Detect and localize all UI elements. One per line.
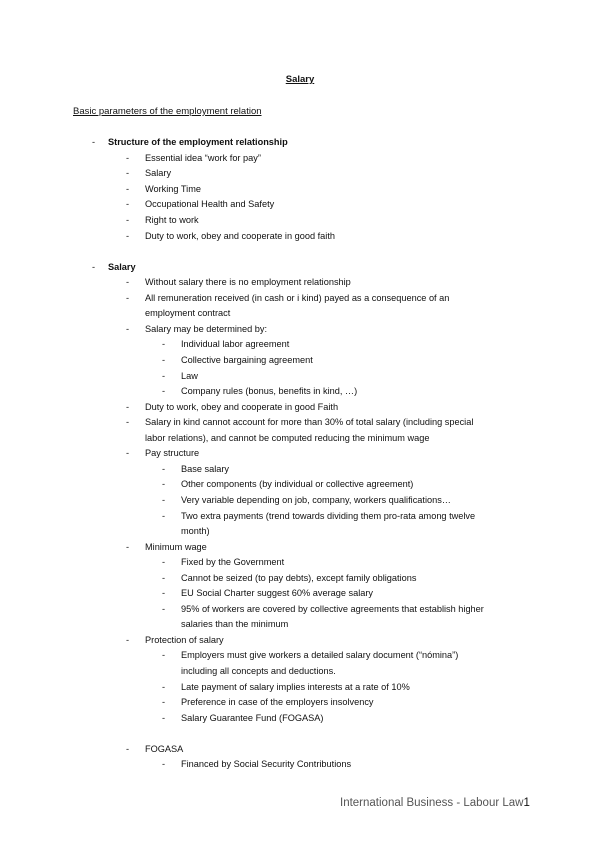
bullet-dash: - bbox=[126, 744, 130, 754]
sub-list-item: Law bbox=[181, 371, 198, 381]
bullet-dash: - bbox=[126, 635, 130, 645]
bullet-dash: - bbox=[126, 402, 130, 412]
bullet-dash: - bbox=[126, 199, 130, 209]
bullet-dash: - bbox=[162, 713, 166, 723]
list-item: Protection of salary bbox=[145, 635, 224, 645]
bullet-dash: - bbox=[162, 386, 166, 396]
bullet-dash: - bbox=[162, 495, 166, 505]
list-item: Right to work bbox=[145, 215, 199, 225]
list-item: Duty to work, obey and cooperate in good Faith bbox=[145, 402, 339, 412]
bullet-dash: - bbox=[126, 293, 130, 303]
sub-list-item: Two extra payments (trend towards dividing them pro-rata among twelve bbox=[181, 511, 476, 521]
bullet-dash: - bbox=[162, 339, 166, 349]
list-item-continuation: employment contract bbox=[145, 308, 231, 318]
bullet-dash: - bbox=[162, 355, 166, 365]
bullet-dash: - bbox=[162, 557, 166, 567]
list-item: Occupational Health and Safety bbox=[145, 199, 275, 209]
list-item: Salary bbox=[145, 168, 172, 178]
sub-list-item: Employers must give workers a detailed salary document (“nómina”) bbox=[181, 650, 459, 660]
list-item-continuation: labor relations), and cannot be computed reducing the minimum wage bbox=[145, 433, 430, 443]
sub-list-item: Salary Guarantee Fund (FOGASA) bbox=[181, 713, 324, 723]
sub-list-item: Collective bargaining agreement bbox=[181, 355, 313, 365]
list-item: Duty to work, obey and cooperate in good faith bbox=[145, 231, 335, 241]
sub-list-item-continuation: salaries than the minimum bbox=[181, 619, 289, 629]
bullet-dash: - bbox=[126, 231, 130, 241]
bullet-dash: - bbox=[92, 137, 96, 147]
bullet-dash: - bbox=[126, 168, 130, 178]
page-number: 1 bbox=[523, 797, 530, 809]
sub-list-item: Preference in case of the employers insolvency bbox=[181, 697, 374, 707]
bullet-dash: - bbox=[162, 650, 166, 660]
sub-list-item-continuation: including all concepts and deductions. bbox=[181, 666, 336, 676]
bullet-dash: - bbox=[126, 542, 130, 552]
sub-list-item: 95% of workers are covered by collective agreements that establish higher bbox=[181, 604, 484, 614]
sub-list-item-continuation: month) bbox=[181, 526, 210, 536]
bullet-dash: - bbox=[162, 588, 166, 598]
bullet-dash: - bbox=[162, 511, 166, 521]
bullet-dash: - bbox=[162, 697, 166, 707]
footer-text: International Business - Labour Law bbox=[340, 797, 524, 809]
bullet-dash: - bbox=[126, 417, 130, 427]
list-item: Essential idea “work for pay” bbox=[145, 153, 261, 163]
bullet-dash: - bbox=[126, 184, 130, 194]
bullet-dash: - bbox=[162, 371, 166, 381]
page-title: Salary bbox=[285, 74, 315, 85]
list-item: Working Time bbox=[145, 184, 201, 194]
list-item: Without salary there is no employment relationship bbox=[145, 277, 351, 287]
bullet-dash: - bbox=[162, 573, 166, 583]
sub-list-item: Late payment of salary implies interests at a rate of 10% bbox=[181, 682, 410, 692]
page-subtitle: Basic parameters of the employment relation bbox=[73, 106, 262, 117]
bullet-dash: - bbox=[92, 262, 96, 272]
sub-list-item: EU Social Charter suggest 60% average salary bbox=[181, 588, 374, 598]
sub-list-item: Other components (by individual or collective agreement) bbox=[181, 479, 414, 489]
bullet-dash: - bbox=[126, 215, 130, 225]
bullet-dash: - bbox=[162, 759, 166, 769]
section-heading: Salary bbox=[108, 262, 136, 272]
list-item: Minimum wage bbox=[145, 542, 207, 552]
sub-list-item: Cannot be seized (to pay debts), except family obligations bbox=[181, 573, 417, 583]
sub-list-item: Financed by Social Security Contributions bbox=[181, 759, 352, 769]
sub-list-item: Very variable depending on job, company, workers qualifications… bbox=[181, 495, 451, 505]
bullet-dash: - bbox=[126, 277, 130, 287]
list-item: Pay structure bbox=[145, 448, 200, 458]
bullet-dash: - bbox=[162, 479, 166, 489]
list-item: Salary may be determined by: bbox=[145, 324, 268, 334]
bullet-dash: - bbox=[162, 464, 166, 474]
sub-list-item: Company rules (bonus, benefits in kind, …) bbox=[181, 386, 358, 396]
page-footer bbox=[340, 797, 530, 809]
bullet-dash: - bbox=[162, 604, 166, 614]
sub-list-item: Base salary bbox=[181, 464, 230, 474]
list-item: FOGASA bbox=[145, 744, 184, 754]
bullet-dash: - bbox=[126, 153, 130, 163]
sub-list-item: Fixed by the Government bbox=[181, 557, 285, 567]
sub-list-item: Individual labor agreement bbox=[181, 339, 290, 349]
list-item: All remuneration received (in cash or i kind) payed as a consequence of an bbox=[145, 293, 450, 303]
bullet-dash: - bbox=[126, 324, 130, 334]
bullet-dash: - bbox=[162, 682, 166, 692]
bullet-dash: - bbox=[126, 448, 130, 458]
list-item: Salary in kind cannot account for more than 30% of total salary (including special bbox=[145, 417, 474, 427]
section-heading: Structure of the employment relationship bbox=[108, 137, 288, 147]
